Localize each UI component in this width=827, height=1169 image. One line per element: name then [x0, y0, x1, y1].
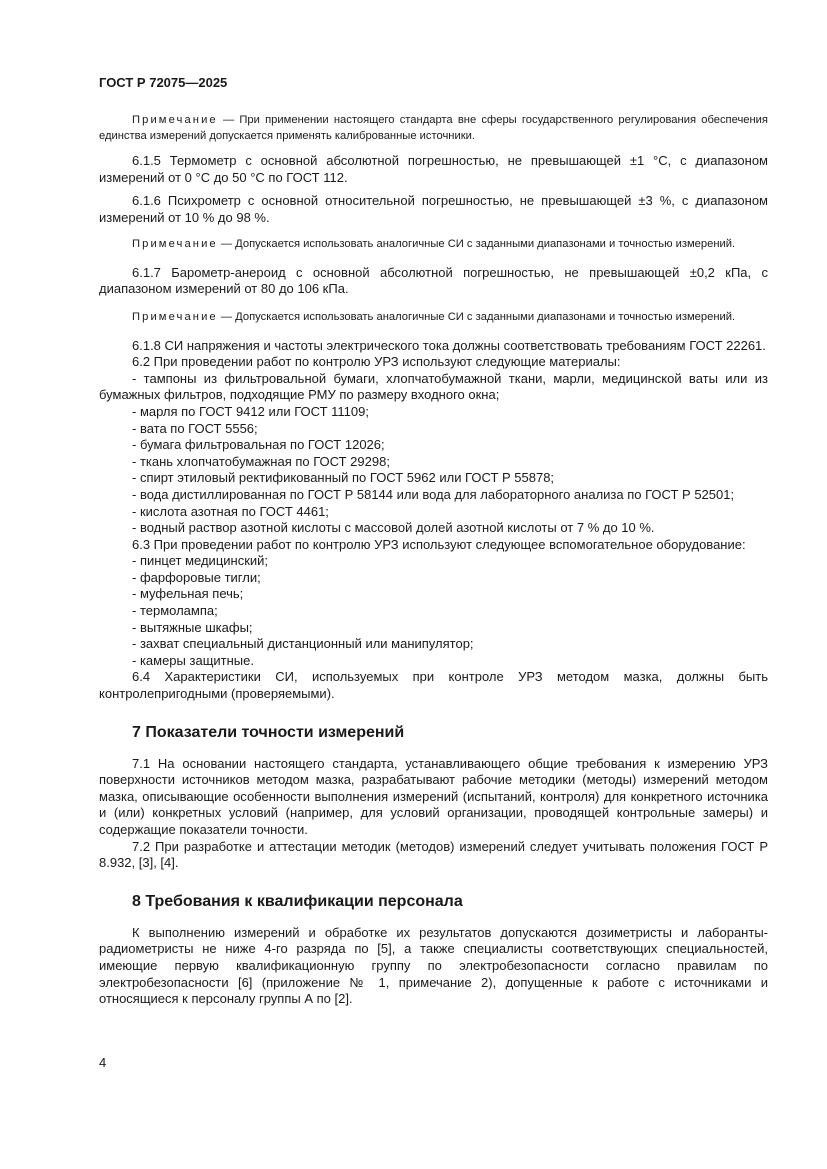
document-page — [99, 75, 768, 1008]
paragraph-6-3: 6.3 При проведении работ по контролю УРЗ используют следующее вспомогательное оборудование: — [132, 536, 746, 552]
note-label: Примечание — [132, 238, 218, 251]
materials-list-item: - вода дистиллированная по ГОСТ Р 58144 или вода для лабораторного анализа по ГОСТ Р 52501; — [132, 486, 735, 502]
note-analog-si-1 — [99, 237, 768, 253]
note-text: — Допускается использовать аналогичные СИ с заданными диапазонами и точностью измерений. — [217, 238, 736, 251]
paragraph-6-1-6: 6.1.6 Психрометр с основной относительной погрешностью, не превышающей ±3 %, с диапазоном измерений от 10 % до 98 %. — [99, 193, 768, 225]
materials-list-item: - водный раствор азотной кислоты с массовой долей азотной кислоты от 7 % до 10 %. — [132, 520, 655, 536]
materials-list-item: - бумага фильтровальная по ГОСТ 12026; — [132, 437, 385, 453]
equipment-list-item: - захват специальный дистанционный или манипулятор; — [132, 636, 474, 652]
materials-list-item: - ткань хлопчатобумажная по ГОСТ 29298; — [132, 453, 390, 469]
materials-list-item: - вата по ГОСТ 5556; — [132, 420, 258, 436]
note-text: — Допускается использовать аналогичные СИ с заданными диапазонами и точностью измерений. — [217, 311, 736, 324]
equipment-list-item: - пинцет медицинский; — [132, 553, 269, 569]
paragraph-6-4: 6.4 Характеристики СИ, используемых при контроле УРЗ методом мазка, должны быть контролепригодными (проверяемыми). — [99, 669, 768, 702]
equipment-list-item: - фарфоровые тигли; — [132, 569, 261, 585]
section-8-heading: 8 Требования к квалификации персонала — [132, 892, 463, 910]
paragraph-8: К выполнению измерений и обработке их результатов допускаются дозиметристы и лаборанты-радиометристы не ниже 4-го разряда по [5], а также специалисты соответствующих специальностей, имеющие первую квалификационную группу по электробезопасности согласно правилам по электробезопасности [6] (приложение № 1, примечание 2), допущенные к работе с источниками и относящиеся к персоналу группы А по [2]. — [99, 924, 768, 1007]
materials-list-item: - тампоны из фильтровальной бумаги, хлопчатобумажной ткани, марли, медицинской ваты или из бумажных фильтров, подходящие РМУ по размеру входного окна; — [99, 370, 768, 403]
materials-list-item: - кислота азотная по ГОСТ 4461; — [132, 503, 329, 519]
paragraph-6-1-7: 6.1.7 Барометр-анероид с основной абсолютной погрешностью, не превышающей ±0,2 кПа, с диапазоном измерений от 80 до 106 кПа. — [99, 264, 768, 297]
section-7-heading: 7 Показатели точности измерений — [132, 723, 405, 741]
note-analog-si-2 — [99, 310, 768, 326]
page-number: 4 — [99, 1055, 107, 1070]
note-label: Примечание — [132, 114, 218, 126]
equipment-list-item: - муфельная печь; — [132, 586, 244, 602]
note-text: — При применении настоящего стандарта вне сферы государственного регулирования обеспечения единства измерений допускается применять калиброванные источники. — [99, 114, 768, 142]
document-code: ГОСТ Р 72075—2025 — [99, 75, 228, 90]
paragraph-7-1: 7.1 На основании настоящего стандарта, устанавливающего общие требования к измерению УРЗ поверхности источников методом мазка, разрабатывают рабочие методики (методы) измерений методом мазка, описывающие особенности выполнения измерений (испытаний, контроля) для конкретного источника и (или) конкретных условий (например, для условий организации, проводящей контрольные замеры) и содержащие показатели точности. — [99, 755, 768, 837]
equipment-list-item: - вытяжные шкафы; — [132, 619, 253, 635]
paragraph-6-1-8: 6.1.8 СИ напряжения и частоты электрического тока должны соответствовать требованиям ГОСТ 22261. — [132, 337, 766, 353]
equipment-list-item: - камеры защитные. — [132, 652, 254, 668]
paragraph-6-2: 6.2 При проведении работ по контролю УРЗ используют следующие материалы: — [132, 354, 621, 370]
note-label: Примечание — [132, 311, 218, 324]
paragraph-6-1-5: 6.1.5 Термометр с основной абсолютной погрешностью, не превышающей ±1 °С, с диапазоном измерений от 0 °С до 50 °С по ГОСТ 112. — [99, 153, 768, 185]
materials-list-item: - марля по ГОСТ 9412 или ГОСТ 11109; — [132, 403, 369, 419]
equipment-list-item: - термолампа; — [132, 603, 218, 619]
note-calibrated-sources — [99, 113, 768, 144]
paragraph-7-2: 7.2 При разработке и аттестации методик (методов) измерений следует учитывать положения ГОСТ Р 8.932, [3], [4]. — [99, 838, 768, 871]
materials-list-item: - спирт этиловый ректификованный по ГОСТ 5962 или ГОСТ Р 55878; — [132, 470, 555, 486]
